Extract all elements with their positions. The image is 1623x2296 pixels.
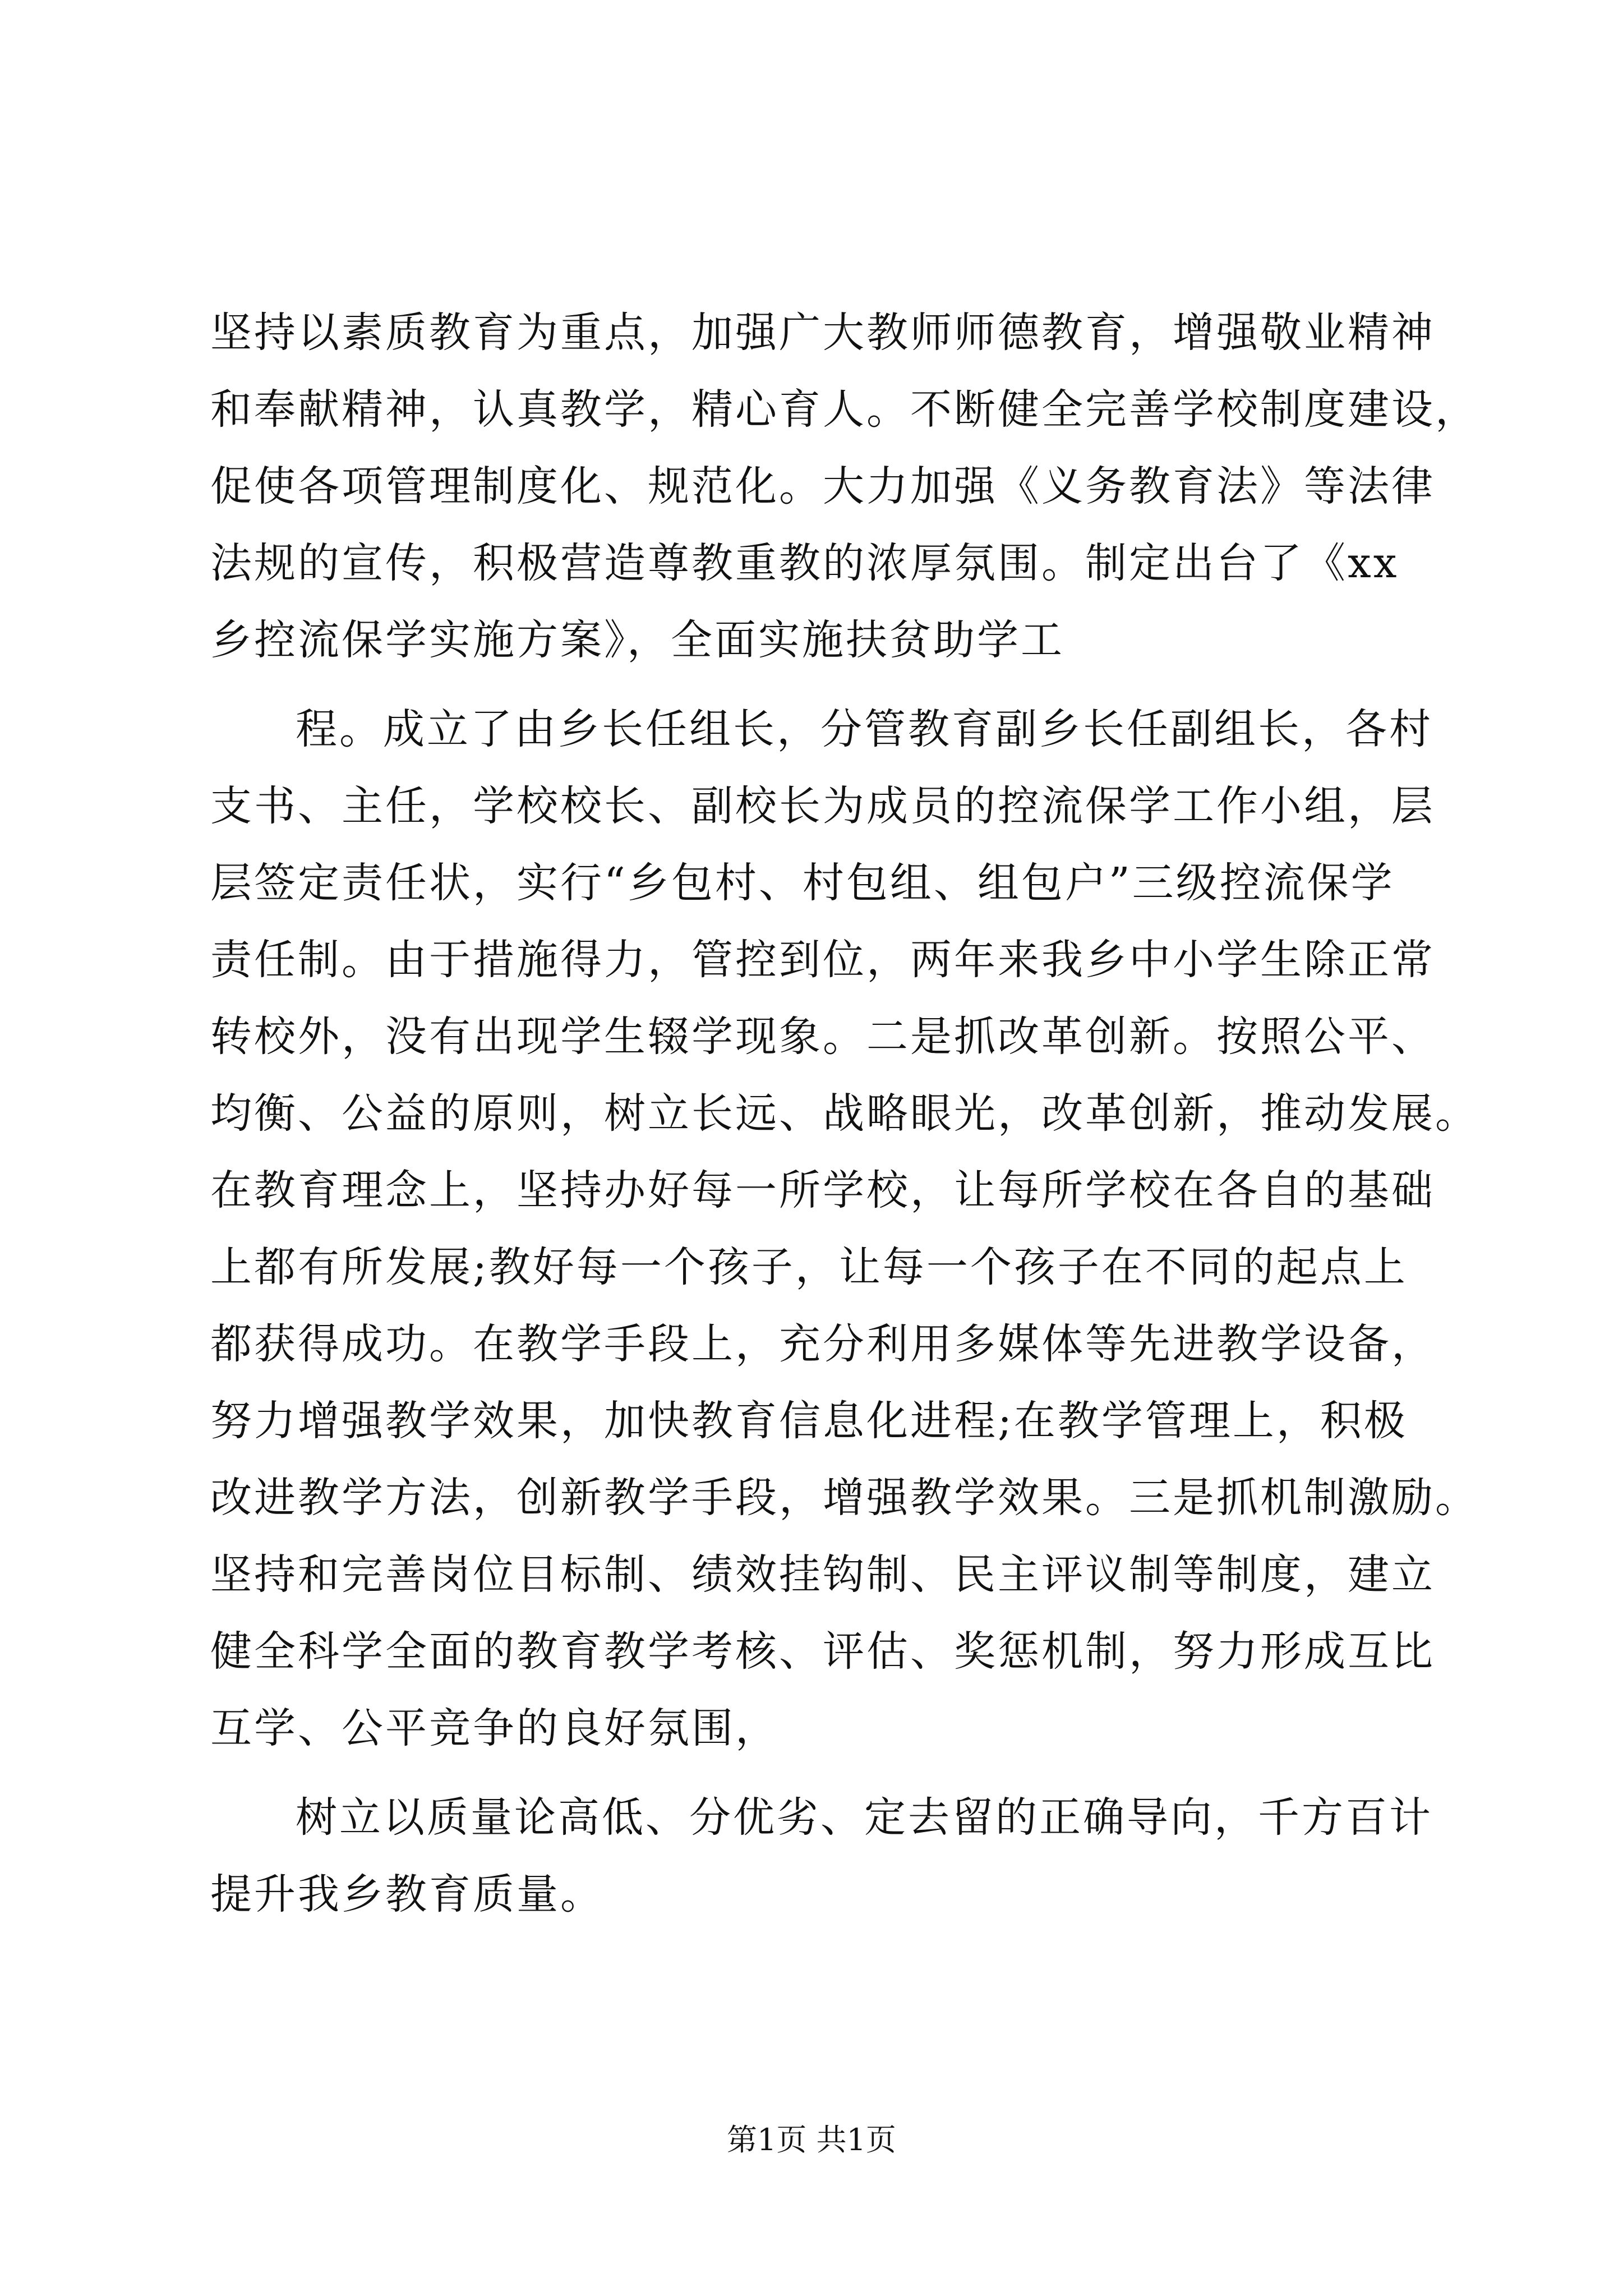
text-line: 互学、公平竞争的良好氛围， — [210, 1704, 779, 1752]
text-line: 乡控流保学实施方案》，全面实施扶贫助学工 — [210, 616, 1064, 664]
text-line: 责任制。由于措施得力，管控到位，两年来我乡中小学生除正常 — [210, 936, 1435, 984]
text-line: 坚持以素质教育为重点，加强广大教师师德教育，增强敬业精神 — [210, 309, 1435, 357]
paragraph-gap — [210, 679, 1416, 691]
paragraph-2 — [210, 691, 1479, 1767]
text-line: 层签定责任状，实行“乡包村、村包组、组包户”三级控流保学 — [210, 859, 1395, 907]
paragraph-1 — [210, 295, 1479, 679]
text-line: 在教育理念上，坚持办好每一所学校，让每所学校在各自的基础 — [210, 1166, 1435, 1214]
text-line: 树立以质量论高低、分优劣、定去留的正确导向，千方百计 — [296, 1793, 1433, 1842]
text-line: 坚持和完善岗位目标制、绩效挂钩制、民主评议制等制度，建立 — [210, 1550, 1435, 1599]
text-line: 均衡、公益的原则，树立长远、战略眼光，改革创新，推动发展。 — [210, 1089, 1479, 1138]
paragraph-gap — [210, 1767, 1416, 1779]
text-line: 程。成立了由乡长任组长，分管教育副乡长任副组长，各村 — [296, 705, 1433, 753]
text-line: 和奉献精神，认真教学，精心育人。不断健全完善学校制度建设， — [210, 385, 1479, 434]
text-line: 努力增强教学效果，加快教育信息化进程;在教学管理上，积极 — [210, 1397, 1408, 1445]
text-line: 提升我乡教育质量。 — [210, 1870, 604, 1918]
text-line: 转校外，没有出现学生辍学现象。二是抓改革创新。按照公平、 — [210, 1013, 1435, 1061]
text-line: 促使各项管理制度化、规范化。大力加强《义务教育法》等法律 — [210, 462, 1435, 510]
text-line: 改进教学方法，创新教学手段，增强教学效果。三是抓机制激励。 — [210, 1474, 1479, 1522]
text-line: 支书、主任，学校校长、副校长为成员的控流保学工作小组，层 — [210, 782, 1435, 830]
paragraph-3 — [210, 1779, 1433, 1933]
document-body — [210, 295, 1479, 1933]
text-line: 上都有所发展;教好每一个孩子，让每一个孩子在不同的起点上 — [210, 1243, 1408, 1291]
page-number-footer: 第1页 共1页 — [727, 2122, 896, 2157]
text-line: 法规的宣传，积极营造尊教重教的浓厚氛围。制定出台了《xx — [210, 539, 1399, 587]
text-line: 都获得成功。在教学手段上，充分利用多媒体等先进教学设备， — [210, 1320, 1435, 1368]
text-line: 健全科学全面的教育教学考核、评估、奖惩机制，努力形成互比 — [210, 1627, 1435, 1676]
